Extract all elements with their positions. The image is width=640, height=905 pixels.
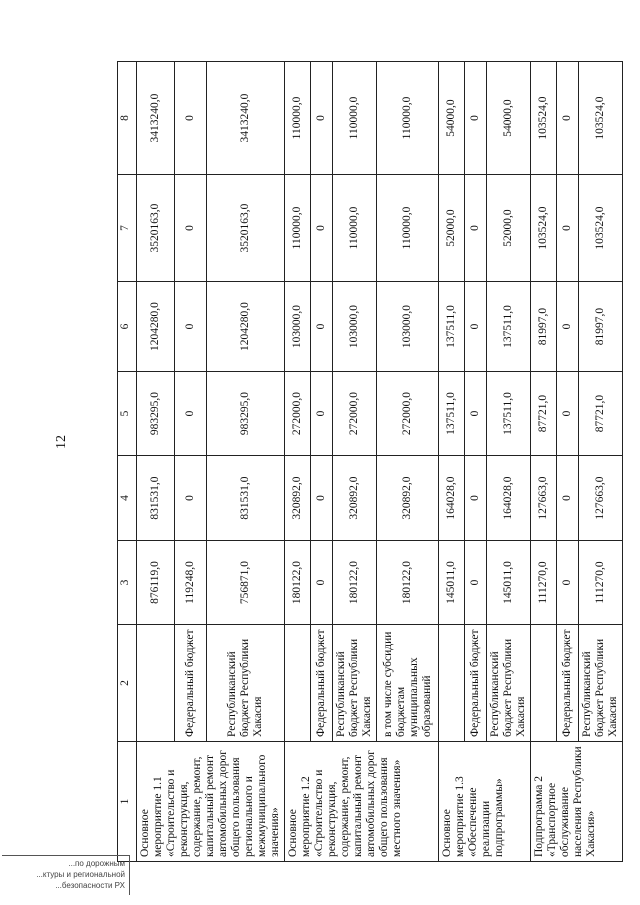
col-header: 6 <box>118 282 137 372</box>
funding-source <box>137 625 175 742</box>
value-cell: 0 <box>557 541 579 625</box>
col-header: 4 <box>118 456 137 541</box>
value-cell: 983295,0 <box>137 372 175 456</box>
value-cell: 127663,0 <box>531 456 557 541</box>
value-cell: 0 <box>557 282 579 372</box>
page-number: 12 <box>54 435 69 449</box>
header-row <box>118 62 137 862</box>
value-cell: 52000,0 <box>487 175 531 282</box>
value-cell: 983295,0 <box>207 372 285 456</box>
value-cell: 320892,0 <box>285 456 311 541</box>
value-cell: 0 <box>311 372 333 456</box>
col-header: 3 <box>118 541 137 625</box>
col-header: 1 <box>118 742 137 862</box>
col-header: 7 <box>118 175 137 282</box>
registration-stamp <box>2 855 130 895</box>
value-cell: 180122,0 <box>285 541 311 625</box>
value-cell: 137511,0 <box>439 372 465 456</box>
funding-source <box>439 625 465 742</box>
table-row <box>439 62 465 862</box>
value-cell: 0 <box>311 62 333 175</box>
value-cell: 0 <box>174 175 207 282</box>
stamp-line: ...безопасности РХ <box>55 881 125 890</box>
value-cell: 103524,0 <box>579 175 623 282</box>
funding-source: Республиканский бюджет Республики Хакасия <box>207 625 285 742</box>
value-cell: 110000,0 <box>377 175 439 282</box>
value-cell: 0 <box>311 175 333 282</box>
value-cell: 127663,0 <box>579 456 623 541</box>
value-cell: 3520163,0 <box>137 175 175 282</box>
funding-source <box>531 625 557 742</box>
value-cell: 110000,0 <box>285 175 311 282</box>
value-cell: 1204280,0 <box>207 282 285 372</box>
value-cell: 119248,0 <box>174 541 207 625</box>
value-cell: 52000,0 <box>439 175 465 282</box>
value-cell: 0 <box>557 456 579 541</box>
value-cell: 0 <box>465 372 487 456</box>
funding-source: в том числе субсидии бюджетам муниципальных образований <box>377 625 439 742</box>
value-cell: 831531,0 <box>207 456 285 541</box>
value-cell: 145011,0 <box>487 541 531 625</box>
value-cell: 320892,0 <box>333 456 377 541</box>
funding-source: Федеральный бюджет <box>557 625 579 742</box>
value-cell: 103524,0 <box>531 175 557 282</box>
value-cell: 0 <box>465 541 487 625</box>
budget-table <box>117 61 623 862</box>
value-cell: 0 <box>174 456 207 541</box>
funding-source: Федеральный бюджет <box>311 625 333 742</box>
funding-source: Республиканский бюджет Республики Хакасия <box>333 625 377 742</box>
stamp-line: ...ктуры и региональной <box>36 870 125 879</box>
value-cell: 0 <box>311 541 333 625</box>
rotated-table-wrapper <box>117 62 619 862</box>
value-cell: 111270,0 <box>531 541 557 625</box>
value-cell: 180122,0 <box>333 541 377 625</box>
measure-title: Основное мероприятие 1.3 «Обеспечение реализации подпрограммы» <box>439 742 531 862</box>
value-cell: 54000,0 <box>487 62 531 175</box>
funding-source: Республиканский бюджет Республики Хакасия <box>487 625 531 742</box>
funding-source: Федеральный бюджет <box>465 625 487 742</box>
value-cell: 103000,0 <box>285 282 311 372</box>
value-cell: 272000,0 <box>285 372 311 456</box>
value-cell: 137511,0 <box>439 282 465 372</box>
value-cell: 103524,0 <box>531 62 557 175</box>
value-cell: 3413240,0 <box>207 62 285 175</box>
value-cell: 0 <box>311 456 333 541</box>
value-cell: 137511,0 <box>487 372 531 456</box>
value-cell: 756871,0 <box>207 541 285 625</box>
subprogram-title: Подпрограмма 2 «Транспортное обслуживание населения Республики Хакасия» <box>531 742 623 862</box>
value-cell: 110000,0 <box>285 62 311 175</box>
measure-title: Основное мероприятие 1.2 «Строительство и реконструкция, содержание, ремонт, капитальный ремонт автомобильных дорог общего пользования местного значения» <box>285 742 439 862</box>
value-cell: 81997,0 <box>531 282 557 372</box>
value-cell: 110000,0 <box>377 62 439 175</box>
value-cell: 54000,0 <box>439 62 465 175</box>
stamp-line: ...по дорожным <box>68 859 125 868</box>
table-row <box>531 62 557 862</box>
value-cell: 0 <box>557 62 579 175</box>
value-cell: 831531,0 <box>137 456 175 541</box>
value-cell: 103000,0 <box>333 282 377 372</box>
table-row <box>285 62 311 862</box>
funding-source: Республиканский бюджет Республики Хакасия <box>579 625 623 742</box>
value-cell: 103524,0 <box>579 62 623 175</box>
col-header: 2 <box>118 625 137 742</box>
value-cell: 3520163,0 <box>207 175 285 282</box>
value-cell: 0 <box>557 175 579 282</box>
value-cell: 111270,0 <box>579 541 623 625</box>
value-cell: 0 <box>465 282 487 372</box>
value-cell: 0 <box>174 62 207 175</box>
value-cell: 0 <box>174 282 207 372</box>
value-cell: 87721,0 <box>579 372 623 456</box>
value-cell: 876119,0 <box>137 541 175 625</box>
value-cell: 272000,0 <box>333 372 377 456</box>
value-cell: 0 <box>465 456 487 541</box>
value-cell: 1204280,0 <box>137 282 175 372</box>
value-cell: 0 <box>465 175 487 282</box>
value-cell: 272000,0 <box>377 372 439 456</box>
col-header: 8 <box>118 62 137 175</box>
value-cell: 0 <box>311 282 333 372</box>
value-cell: 81997,0 <box>579 282 623 372</box>
value-cell: 320892,0 <box>377 456 439 541</box>
value-cell: 137511,0 <box>487 282 531 372</box>
value-cell: 110000,0 <box>333 175 377 282</box>
value-cell: 164028,0 <box>487 456 531 541</box>
funding-source: Федеральный бюджет <box>174 625 207 742</box>
measure-title: Основное мероприятие 1.1 «Строительство и реконструкция, содержание, ремонт, капитальный ремонт автомобильных дорог общего пользования регионального и межмуниципального значения» <box>137 742 285 862</box>
table-row <box>137 62 175 862</box>
value-cell: 103000,0 <box>377 282 439 372</box>
value-cell: 3413240,0 <box>137 62 175 175</box>
value-cell: 145011,0 <box>439 541 465 625</box>
value-cell: 180122,0 <box>377 541 439 625</box>
value-cell: 0 <box>174 372 207 456</box>
value-cell: 0 <box>557 372 579 456</box>
table-stage <box>117 62 619 862</box>
col-header: 5 <box>118 372 137 456</box>
value-cell: 164028,0 <box>439 456 465 541</box>
funding-source <box>285 625 311 742</box>
value-cell: 87721,0 <box>531 372 557 456</box>
value-cell: 0 <box>465 62 487 175</box>
value-cell: 110000,0 <box>333 62 377 175</box>
